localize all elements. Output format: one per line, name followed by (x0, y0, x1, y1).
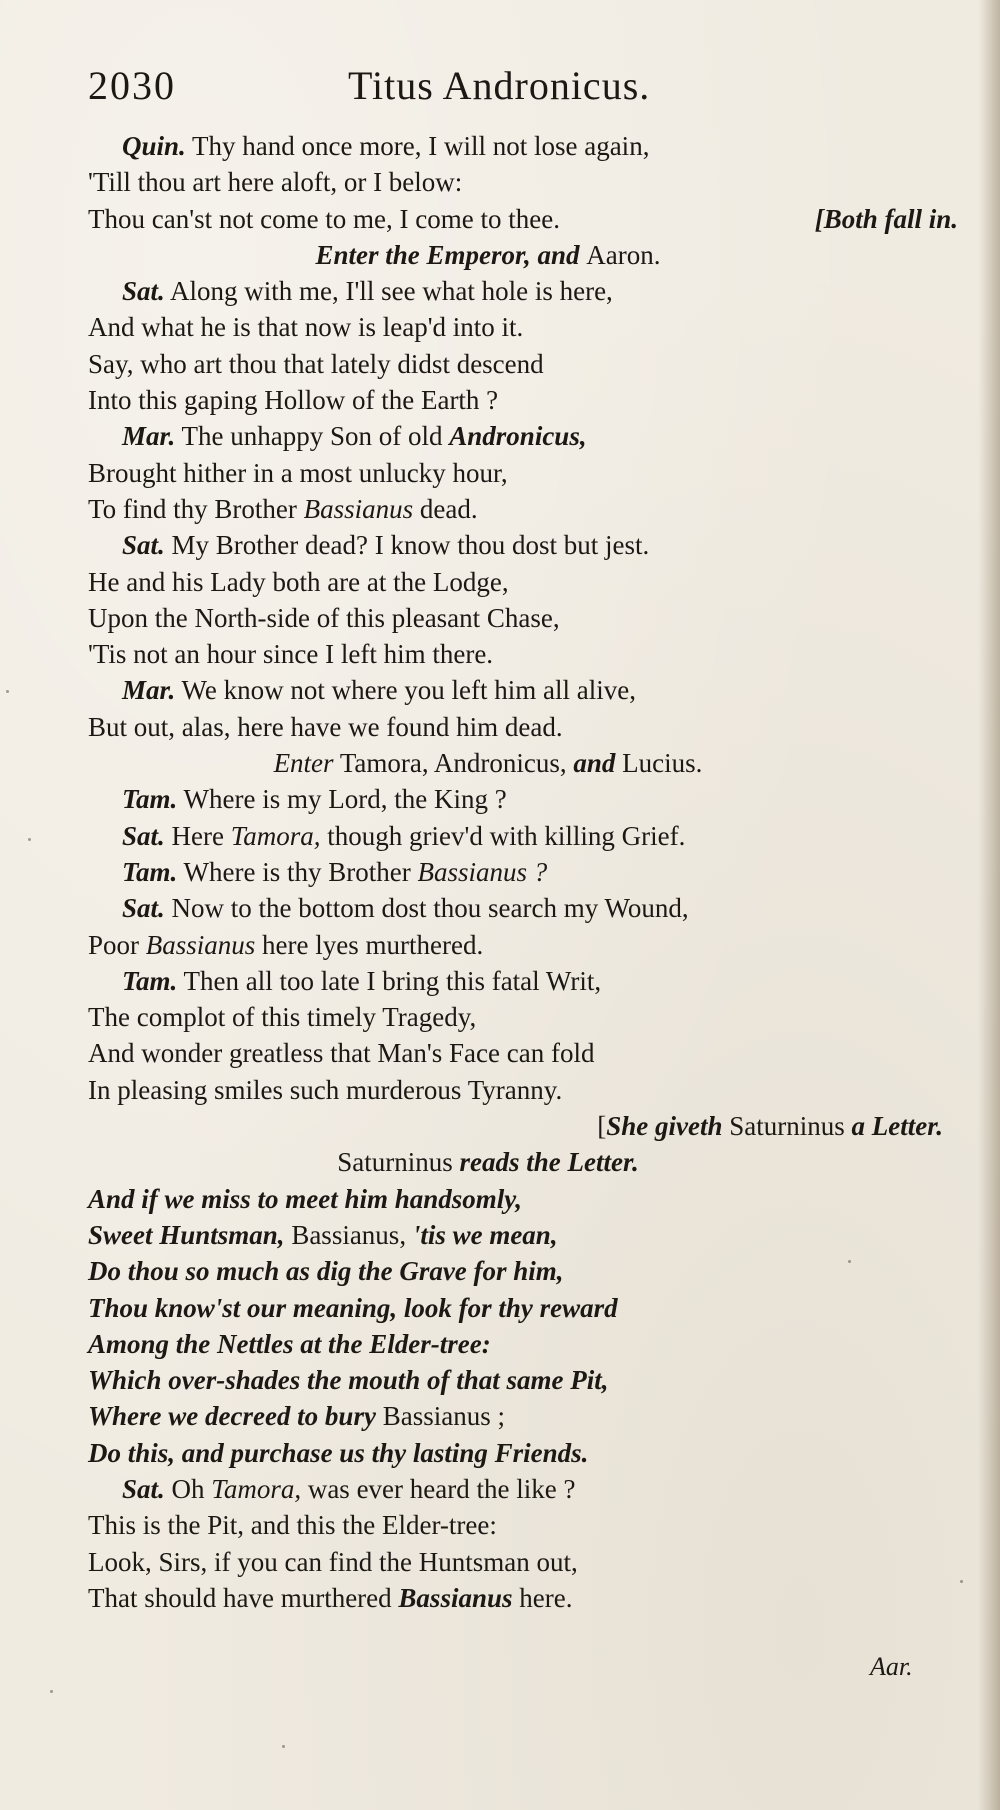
line-text: Into this gaping Hollow of the Earth ? (88, 385, 499, 416)
letter-line (88, 1181, 958, 1217)
line-text: Here (164, 820, 231, 851)
line-text: Thou can'st not come to me, I come to thee. (88, 203, 560, 234)
character-name: Tamora, (333, 748, 434, 779)
character-name: Saturninus (337, 1147, 460, 1178)
line-text: Upon the North-side of this pleasant Chase, (88, 602, 560, 633)
page-header (88, 62, 908, 114)
verse-line (88, 1507, 958, 1543)
italic-name: Bassianus (303, 493, 414, 524)
line-text: 'Till thou art here aloft, or I below: (88, 167, 463, 198)
verse-line (88, 1471, 958, 1507)
verse-line (88, 818, 958, 854)
character-name: Bassianus, (284, 1219, 413, 1250)
verse-line (88, 781, 958, 817)
character-name: Andronicus, (433, 748, 567, 779)
verse-line (88, 418, 958, 454)
line-text: But out, alas, here have we found him dead. (88, 711, 563, 742)
letter-text: 'tis we mean, (412, 1219, 558, 1250)
line-text: And wonder greatless that Man's Face can fold (88, 1038, 595, 1069)
verse-line (88, 890, 958, 926)
letter-text: Thou know'st our meaning, look for thy reward (88, 1292, 618, 1323)
line-text: My Brother dead? I know thou dost but jest. (164, 530, 650, 561)
direction-text: and (566, 748, 616, 779)
line-text: Brought hither in a most unlucky hour, (88, 457, 508, 488)
letter-text: Do this, and purchase us thy lasting Friends. (88, 1437, 589, 1468)
stage-direction (88, 745, 888, 781)
line-text: Poor (88, 929, 146, 960)
line-text: This is the Pit, and this the Elder-tree: (88, 1510, 497, 1541)
verse-line (88, 273, 958, 309)
letter-line (88, 1362, 958, 1398)
speaker-prefix: Sat. (122, 530, 165, 561)
speaker-prefix: Tam. (122, 856, 178, 887)
speaker-prefix: Mar. (122, 421, 176, 452)
verse-line (88, 491, 958, 527)
paper-speck (960, 1580, 963, 1583)
verse-line (88, 709, 958, 745)
verse-line (88, 1072, 958, 1108)
line-text: Where is my Lord, the King ? (177, 784, 507, 815)
line-text: though griev'd with killing Grief. (320, 820, 686, 851)
verse-line (88, 309, 958, 345)
verse-line (88, 164, 958, 200)
verse-line (88, 346, 958, 382)
character-name: Lucius. (615, 748, 703, 779)
line-text: Then all too late I bring this fatal Writ, (177, 965, 602, 996)
italic-name: Tamora, (211, 1473, 302, 1504)
verse-line (88, 1580, 958, 1616)
running-title: Titus Andronicus. (348, 63, 651, 108)
direction-text: Enter the Emperor, and (315, 239, 587, 270)
character-name: Saturninus (722, 1111, 852, 1142)
letter-text: Among the Nettles at the Elder-tree: (88, 1328, 491, 1359)
line-text: And what he is that now is leap'd into it. (88, 312, 524, 343)
line-text: To find thy Brother (88, 493, 304, 524)
line-text: Say, who art thou that lately didst descend (88, 348, 544, 379)
letter-line (88, 1326, 958, 1362)
verse-line (88, 927, 958, 963)
line-text: Thy hand once more, I will not lose again, (185, 131, 650, 161)
speaker-prefix: Tam. (122, 784, 178, 815)
line-text: The unhappy Son of old (175, 421, 450, 452)
character-name: Bassianus ; (375, 1401, 505, 1432)
paper-speck (848, 1260, 851, 1263)
speaker-prefix: Sat. (122, 893, 165, 924)
note-text: Both fall in. (823, 203, 958, 234)
verse-line (88, 382, 958, 418)
verse-line (88, 1544, 958, 1580)
verse-line (88, 600, 958, 636)
direction-text: Enter (273, 748, 334, 779)
page-gutter-shadow (978, 0, 1000, 1810)
verse-line (88, 999, 958, 1035)
letter-text: Sweet Huntsman, (88, 1219, 285, 1250)
line-text: Oh (164, 1473, 212, 1504)
verse-line (88, 201, 958, 237)
speaker-prefix: Sat. (122, 1473, 165, 1504)
verse-line (88, 963, 958, 999)
letter-text: Which over-shades the mouth of that same Pit, (88, 1365, 609, 1396)
letter-line (88, 1290, 958, 1326)
verse-line (88, 455, 958, 491)
italic-name: Bassianus (398, 1582, 513, 1613)
line-text: Along with me, I'll see what hole is here, (164, 276, 613, 307)
page-number: 2030 (88, 63, 176, 108)
verse-line (88, 527, 958, 563)
verse-line (88, 636, 958, 672)
line-text: In pleasing smiles such murderous Tyranny. (88, 1074, 563, 1105)
line-text: Look, Sirs, if you can find the Huntsman out, (88, 1546, 578, 1577)
verse-line (88, 672, 958, 708)
paper-speck (282, 1745, 285, 1748)
speaker-prefix: Quin. (122, 131, 186, 161)
stage-direction (88, 1144, 888, 1180)
speaker-prefix: Sat. (122, 276, 165, 307)
line-text: here lyes murthered. (255, 929, 484, 960)
letter-line (88, 1217, 958, 1253)
line-text: Now to the bottom dost thou search my Wound, (164, 893, 689, 924)
speaker-prefix: Sat. (122, 820, 165, 851)
verse-line (88, 564, 958, 600)
italic-name: Andronicus, (449, 421, 587, 452)
play-text (88, 128, 958, 1616)
letter-line (88, 1253, 958, 1289)
direction-text: a Letter. (851, 1111, 943, 1142)
letter-text: And if we miss to meet him handsomly, (88, 1183, 523, 1214)
line-text: dead. (413, 493, 478, 524)
letter-line (88, 1398, 958, 1434)
line-text: We know not where you left him all alive, (175, 675, 636, 706)
stage-direction (88, 1108, 943, 1144)
letter-text: Do thou so much as dig the Grave for him, (88, 1256, 564, 1287)
stage-direction-note (815, 201, 958, 237)
verse-line (88, 854, 958, 890)
speaker-prefix: Mar. (122, 675, 176, 706)
italic-name: Tamora, (230, 820, 321, 851)
character-name: Aaron. (586, 239, 661, 270)
line-text: was ever heard the like ? (301, 1473, 576, 1504)
line-text: Where is thy Brother (177, 856, 418, 887)
line-text: 'Tis not an hour since I left him there. (88, 639, 494, 670)
catchword: Aar. (870, 1652, 913, 1681)
paper-speck (6, 690, 9, 693)
letter-text: Where we decreed to bury (88, 1401, 376, 1432)
stage-direction (88, 237, 888, 273)
italic-name: Bassianus ? (417, 856, 548, 887)
line-text: The complot of this timely Tragedy, (88, 1002, 477, 1033)
direction-text: She giveth (606, 1111, 723, 1142)
paper-speck (28, 838, 31, 841)
direction-text: reads the Letter. (459, 1147, 639, 1178)
line-text: here. (512, 1582, 573, 1613)
paper-speck (50, 1690, 53, 1693)
verse-line (88, 128, 958, 164)
bracket: [ (597, 1111, 607, 1142)
speaker-prefix: Tam. (122, 965, 178, 996)
line-text: That should have murthered (88, 1582, 399, 1613)
line-text: He and his Lady both are at the Lodge, (88, 566, 509, 597)
bracket: [ (814, 203, 824, 234)
verse-line (88, 1035, 958, 1071)
italic-name: Bassianus (145, 929, 256, 960)
letter-line (88, 1435, 958, 1471)
